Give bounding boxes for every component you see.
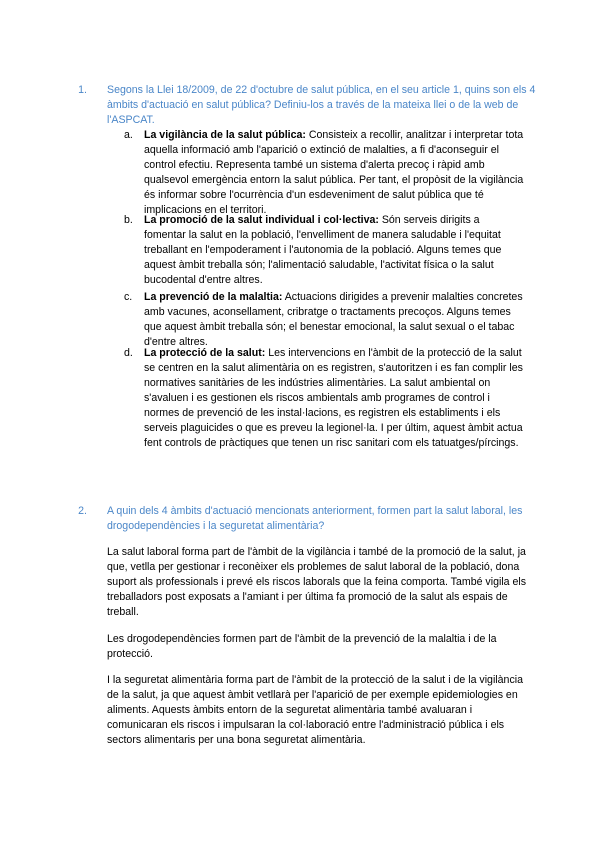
ambit-b-marker: b.: [124, 214, 133, 226]
ambit-d-marker: d.: [124, 347, 133, 359]
ambit-a-text: Consisteix a recollir, analitzar i interpretar tota aquella informació amb l'aparició o extinció de malalties, a fi d'aconseguir el control efectiu. Representa també un sistema d'alerta precoç i ràpid amb qualsevol emergència entorn la salut pública. Per tant, el propòsit de la vigilància és informar sobre l'ocurrència d'un esdeveniment de salut pública que té implicacions en el territori.: [144, 129, 524, 216]
ambit-c-text: Actuacions dirigides a prevenir malalties concretes amb vacunes, aconsellament, cribratge o tractaments precoços. Alguns temes que aquest àmbit treballa són; el benestar emocional, la salut sexual o el tabac d'entre altres.: [144, 291, 523, 348]
question-2-number: 2.: [78, 505, 87, 517]
answer-2-paragraph-3: I la seguretat alimentària forma part de l'àmbit de la protecció de la salut i de la vigilància de la salut, ja que aquest àmbit vetllarà per l'aparició de per exemple epidemiologies en aliments. Aquests àmbits entorn de la seguretat alimentària també avaluaran i comunicaran els riscos i impulsaran la col·laboració entre l'administració pública i els sectors alimentaris per una bona seguretat alimentària.: [107, 674, 523, 746]
ambit-b-title: La promoció de la salut individual i col·lectiva:: [144, 214, 379, 226]
answer-2-paragraph-2: Les drogodependències formen part de l'àmbit de la prevenció de la malaltia i de la protecció.: [107, 633, 497, 660]
ambit-c-title: La prevenció de la malaltia:: [144, 291, 283, 303]
ambit-a: [124, 128, 524, 218]
ambit-b: [124, 213, 524, 288]
ambit-d: [124, 346, 524, 451]
ambit-b-text: Són serveis dirigits a fomentar la salut en la població, l'envelliment de manera saludable i l'equitat treballant en l'empoderament i l'autonomia de la població. Alguns temes que aquest àmbit treballa són; l'alimentació saludable, l'activitat física o la salut bucodental d'entre altres.: [144, 214, 502, 286]
ambit-d-title: La protecció de la salut:: [144, 347, 266, 359]
question-1: [78, 83, 536, 128]
question-1-number: 1.: [78, 84, 87, 96]
question-1-text: Segons la Llei 18/2009, de 22 d'octubre de salut pública, en el seu article 1, quins son els 4 àmbits d'actuació en salut pública? Definiu-los a través de la mateixa llei o de la web de l'ASPCAT.: [107, 84, 536, 126]
question-2: [78, 504, 536, 534]
ambit-c: [124, 290, 524, 350]
ambit-c-marker: c.: [124, 291, 133, 303]
ambit-a-marker: a.: [124, 129, 133, 141]
question-2-text: A quin dels 4 àmbits d'actuació mencionats anteriorment, formen part la salut laboral, les drogodependències i la seguretat alimentària?: [107, 505, 523, 532]
answer-2-paragraph-1: La salut laboral forma part de l'àmbit de la vigilància i també de la promoció de la salut, ja que, vetlla per gestionar i reconèixer els problemes de salut laboral de la població, dona suport als professionals i prevé els riscos laborals que la feina comporta. També vigila els treballadors post exposats a l'amiant i per última fa promoció de la salut als espais de treball.: [107, 546, 527, 618]
ambit-d-text: Les intervencions en l'àmbit de la protecció de la salut se centren en la salut alimentària on es registren, s'autoritzen i es fan complir les normatives sanitàries de les indústries alimentàries. La salut ambiental on s'avaluen i es gestionen els riscos ambientals amb programes de control i normes de prevenció de les instal·lacions, es registren els establiments i els serveis plaguicides o que es preveu la legionel·la. I per últim, aquest àmbit actua fent controls de pràctiques que tenen un risc sanitari com els tatuatges/pírcings.: [144, 347, 523, 449]
ambit-a-title: La vigilància de la salut pública:: [144, 129, 306, 141]
